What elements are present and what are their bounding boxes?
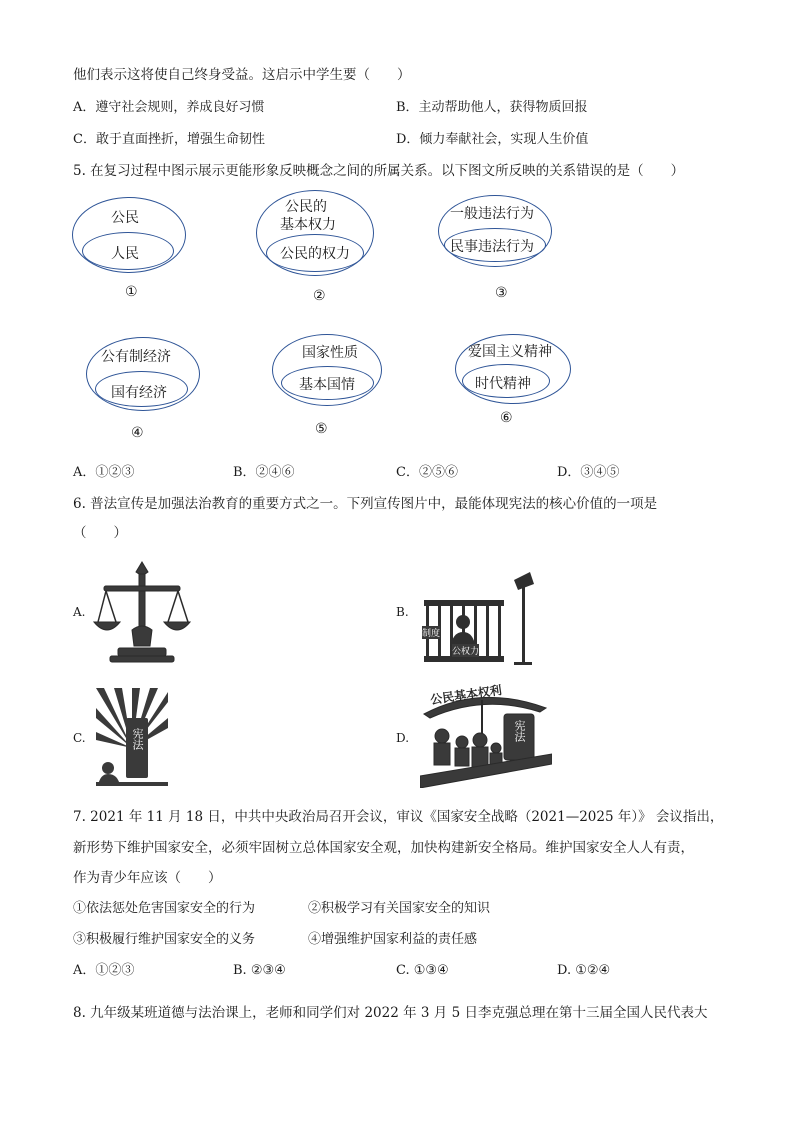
diagram-2-inner: 公民的权力 [280,246,350,262]
q6-label-c: C. [73,731,86,745]
q7-option-b: B. ②③④ [233,963,286,978]
q7-option-c: C. ①③④ [396,963,449,978]
diagram-5-outer: 国家性质 [302,345,358,361]
q4-option-d: D．倾力奉献社会，实现人生价值 [396,132,589,147]
q4-option-c: C．敢于直面挫折，增强生命韧性 [73,132,265,147]
scales-of-justice-image [92,560,192,664]
diagram-1-inner: 人民 [111,246,139,262]
rights-banner-text: 公民基本权利 [429,683,503,707]
q6-label-a: A. [73,605,86,619]
diagram-3-number: ③ [495,285,508,301]
diagram-4-number: ④ [131,425,144,441]
cage-label-public-power: 公权力 [452,644,479,657]
q6-label-b: B. [396,605,409,619]
q6-paren: （ ） [73,525,127,541]
q5-option-d: D．③④⑤ [557,465,620,480]
diagram-6-number: ⑥ [500,410,513,426]
diagram-2-outer-line2: 基本权力 [280,217,336,233]
diagram-4-outer: 公有制经济 [101,349,171,365]
diagram-3-outer: 一般违法行为 [450,206,534,222]
q5-option-b: B．②④⑥ [233,465,295,480]
diagram-3-inner: 民事违法行为 [450,239,534,255]
q6-stem: 6. 普法宣传是加强法治教育的重要方式之一。下列宣传图片中，最能体现宪法的核心价值的一项是 [73,496,658,512]
diagram-1-number: ① [125,284,138,300]
q5-stem: 5. 在复习过程中图示展示更能形象反映概念之间的所属关系。以下图文所反映的关系错误的是（ ） [73,163,685,179]
q7-item-4: ④增强维护国家利益的责任感 [308,932,478,947]
q7-line-3: 作为青少年应该（ ） [73,870,222,886]
cage-of-power-image [418,566,538,666]
diagram-2-number: ② [313,288,326,304]
q7-item-3: ③积极履行维护国家安全的义务 [73,932,256,947]
diagram-4-inner: 国有经济 [111,385,167,401]
q7-item-2: ②积极学习有关国家安全的知识 [308,901,491,916]
diagram-5-number: ⑤ [315,421,328,437]
q5-option-a: A．①②③ [73,465,135,480]
intro-line: 他们表示这将使自己终身受益。这启示中学生要（ ） [73,67,411,83]
diagram-5-inner: 基本国情 [299,377,355,393]
diagram-2-outer-line1: 公民的 [285,199,327,215]
rights-umbrella-image [420,684,552,788]
cage-label-system: 制度 [422,626,440,639]
q7-option-a: A．①②③ [73,963,135,978]
q5-option-c: C．②⑤⑥ [396,465,458,480]
constitution-text: 宪法 [131,728,144,750]
constitution-sunburst-image [96,688,168,786]
q6-label-d: D. [396,731,410,745]
q7-line-1: 7. 2021 年 11 月 18 日，中共中央政治局召开会议，审议《国家安全战略（2021—2025 年）》 会议指出， [73,809,724,825]
diagram-1-outer: 公民 [111,210,139,226]
q7-line-2: 新形势下维护国家安全，必须牢固树立总体国家安全观，加快构建新安全格局。维护国家安全人人有责， [73,840,694,856]
q7-option-d: D. ①②④ [557,963,611,978]
diagram-6-inner: 时代精神 [475,376,531,392]
rights-book-text: 宪法 [513,720,526,742]
q4-option-a: A．遵守社会规则，养成良好习惯 [73,100,265,115]
diagram-6-outer: 爱国主义精神 [468,344,552,360]
q8-line-1: 8. 九年级某班道德与法治课上，老师和同学们对 2022 年 3 月 5 日李克强总理在第十三届全国人民代表大 [73,1005,708,1021]
q7-item-1: ①依法惩处危害国家安全的行为 [73,901,256,916]
q4-option-b: B．主动帮助他人，获得物质回报 [396,100,588,115]
